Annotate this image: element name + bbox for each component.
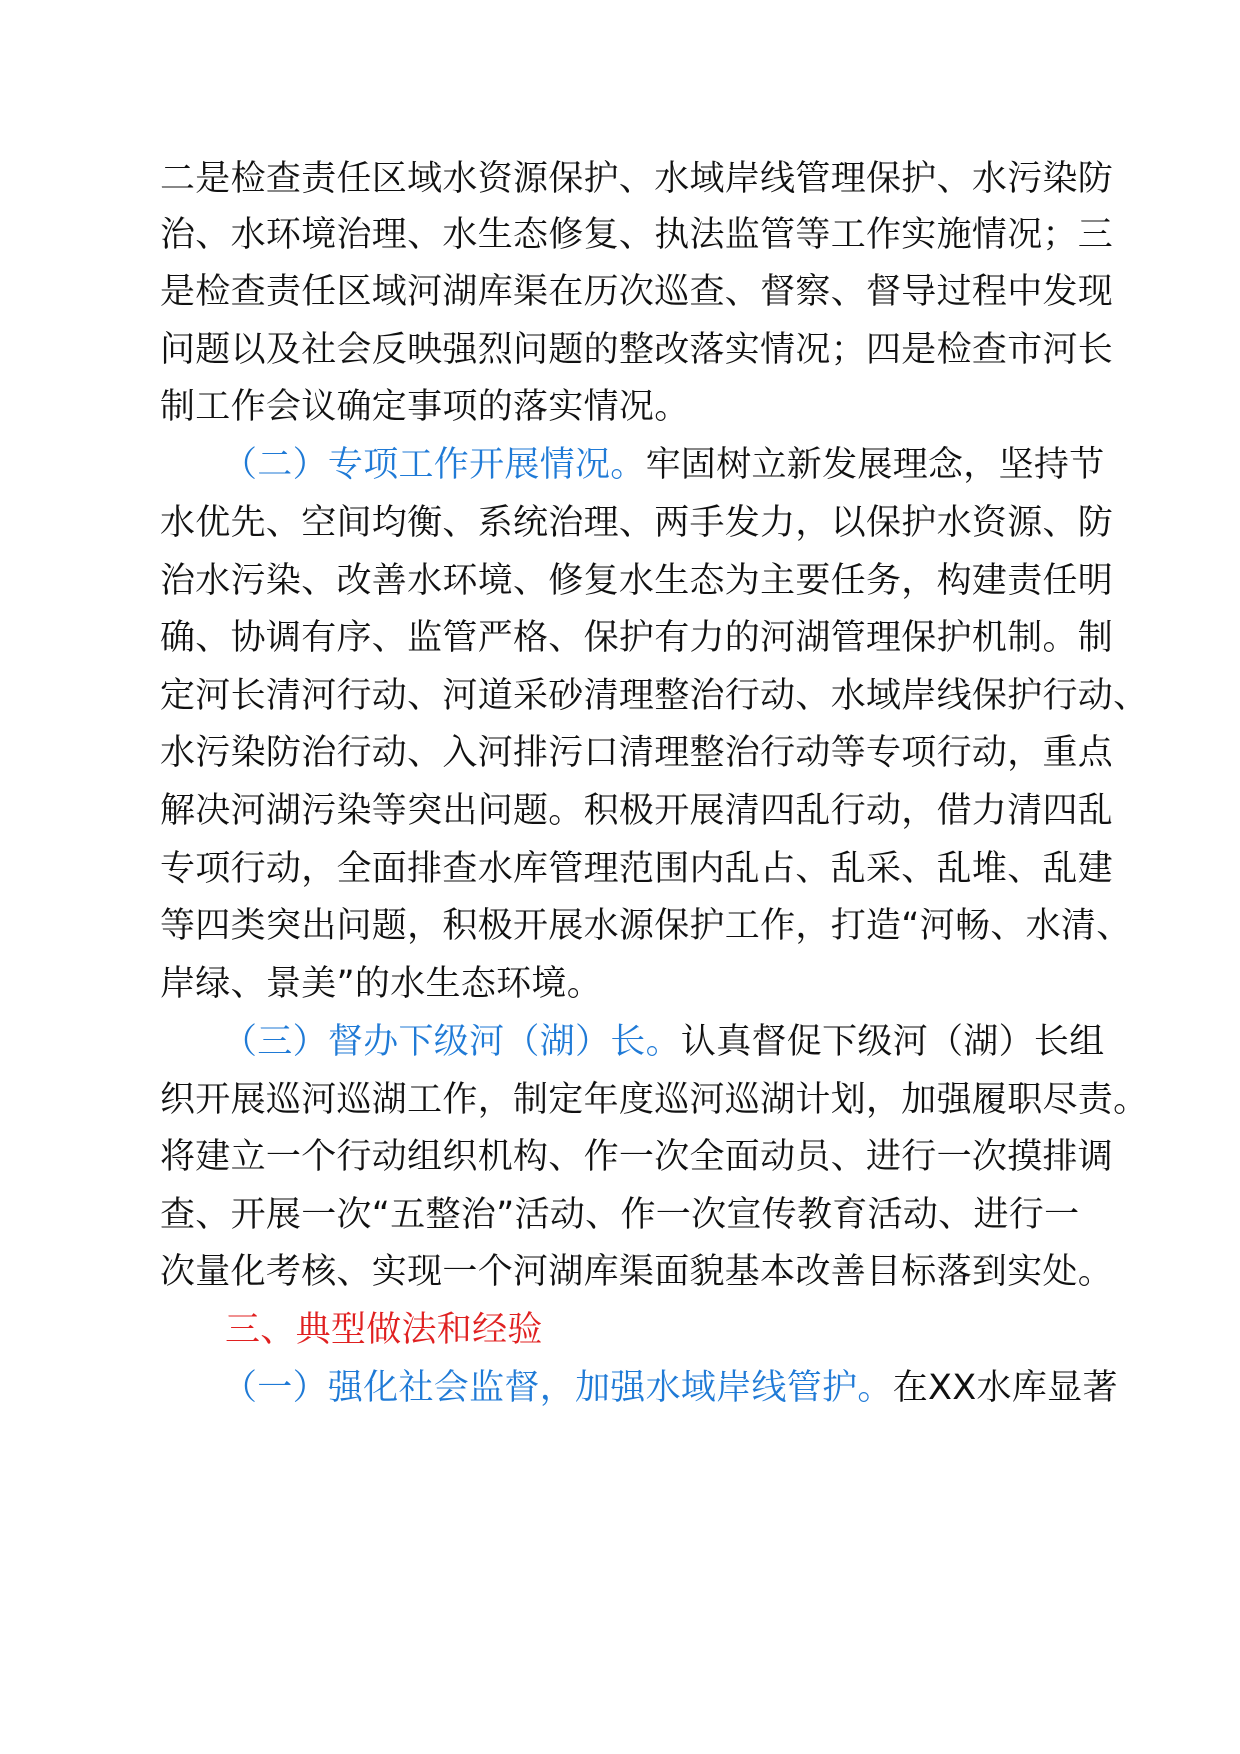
paragraph-line: （一）强化社会监督，加强水域岸线管护。在XX水库显著 bbox=[222, 1368, 1118, 1408]
subsection-heading: （一）强化社会监督，加强水域岸线管护。 bbox=[222, 1368, 893, 1408]
paragraph-line: 水优先、空间均衡、系统治理、两手发力，以保护水资源、防 bbox=[160, 503, 1114, 543]
paragraph-line: 问题以及社会反映强烈问题的整改落实情况；四是检查市河长 bbox=[160, 330, 1114, 370]
paragraph-line: 治、水环境治理、水生态修复、执法监管等工作实施情况；三 bbox=[160, 215, 1114, 255]
section-heading: 三、典型做法和经验 bbox=[225, 1310, 543, 1350]
paragraph-line: 次量化考核、实现一个河湖库渠面貌基本改善目标落到实处。 bbox=[160, 1252, 1114, 1292]
subsection-heading: （三）督办下级河（湖）长。 bbox=[222, 1022, 681, 1062]
paragraph-line: （三）督办下级河（湖）长。认真督促下级河（湖）长组 bbox=[222, 1022, 1105, 1062]
paragraph-line: 制工作会议确定事项的落实情况。 bbox=[160, 387, 690, 427]
paragraph-line: 确、协调有序、监管严格、保护有力的河湖管理保护机制。制 bbox=[160, 618, 1114, 658]
paragraph-line: 解决河湖污染等突出问题。积极开展清四乱行动，借力清四乱 bbox=[160, 791, 1114, 831]
paragraph-line: 定河长清河行动、河道采砂清理整治行动、水域岸线保护行动、 bbox=[160, 676, 1149, 716]
paragraph-line: 水污染防治行动、入河排污口清理整治行动等专项行动，重点 bbox=[160, 733, 1114, 773]
paragraph-line: （二）专项工作开展情况。牢固树立新发展理念，坚持节 bbox=[222, 445, 1105, 485]
paragraph-line: 专项行动，全面排查水库管理范围内乱占、乱采、乱堆、乱建 bbox=[160, 849, 1114, 889]
paragraph-line: 等四类突出问题，积极开展水源保护工作，打造“河畅、水清、 bbox=[160, 906, 1132, 946]
paragraph-line: 织开展巡河巡湖工作，制定年度巡河巡湖计划，加强履职尽责。 bbox=[160, 1080, 1149, 1120]
paragraph-line: 将建立一个行动组织机构、作一次全面动员、进行一次摸排调 bbox=[160, 1137, 1114, 1177]
subsection-heading: （二）专项工作开展情况。 bbox=[222, 445, 646, 485]
paragraph-line: 治水污染、改善水环境、修复水生态为主要任务，构建责任明 bbox=[160, 561, 1114, 601]
paragraph-line: 查、开展一次“五整治”活动、作一次宣传教育活动、进行一 bbox=[160, 1195, 1080, 1235]
paragraph-line: 是检查责任区域河湖库渠在历次巡查、督察、督导过程中发现 bbox=[160, 272, 1114, 312]
paragraph-line: 岸绿、景美”的水生态环境。 bbox=[160, 964, 603, 1004]
paragraph-line: 二是检查责任区域水资源保护、水域岸线管理保护、水污染防 bbox=[160, 159, 1114, 199]
